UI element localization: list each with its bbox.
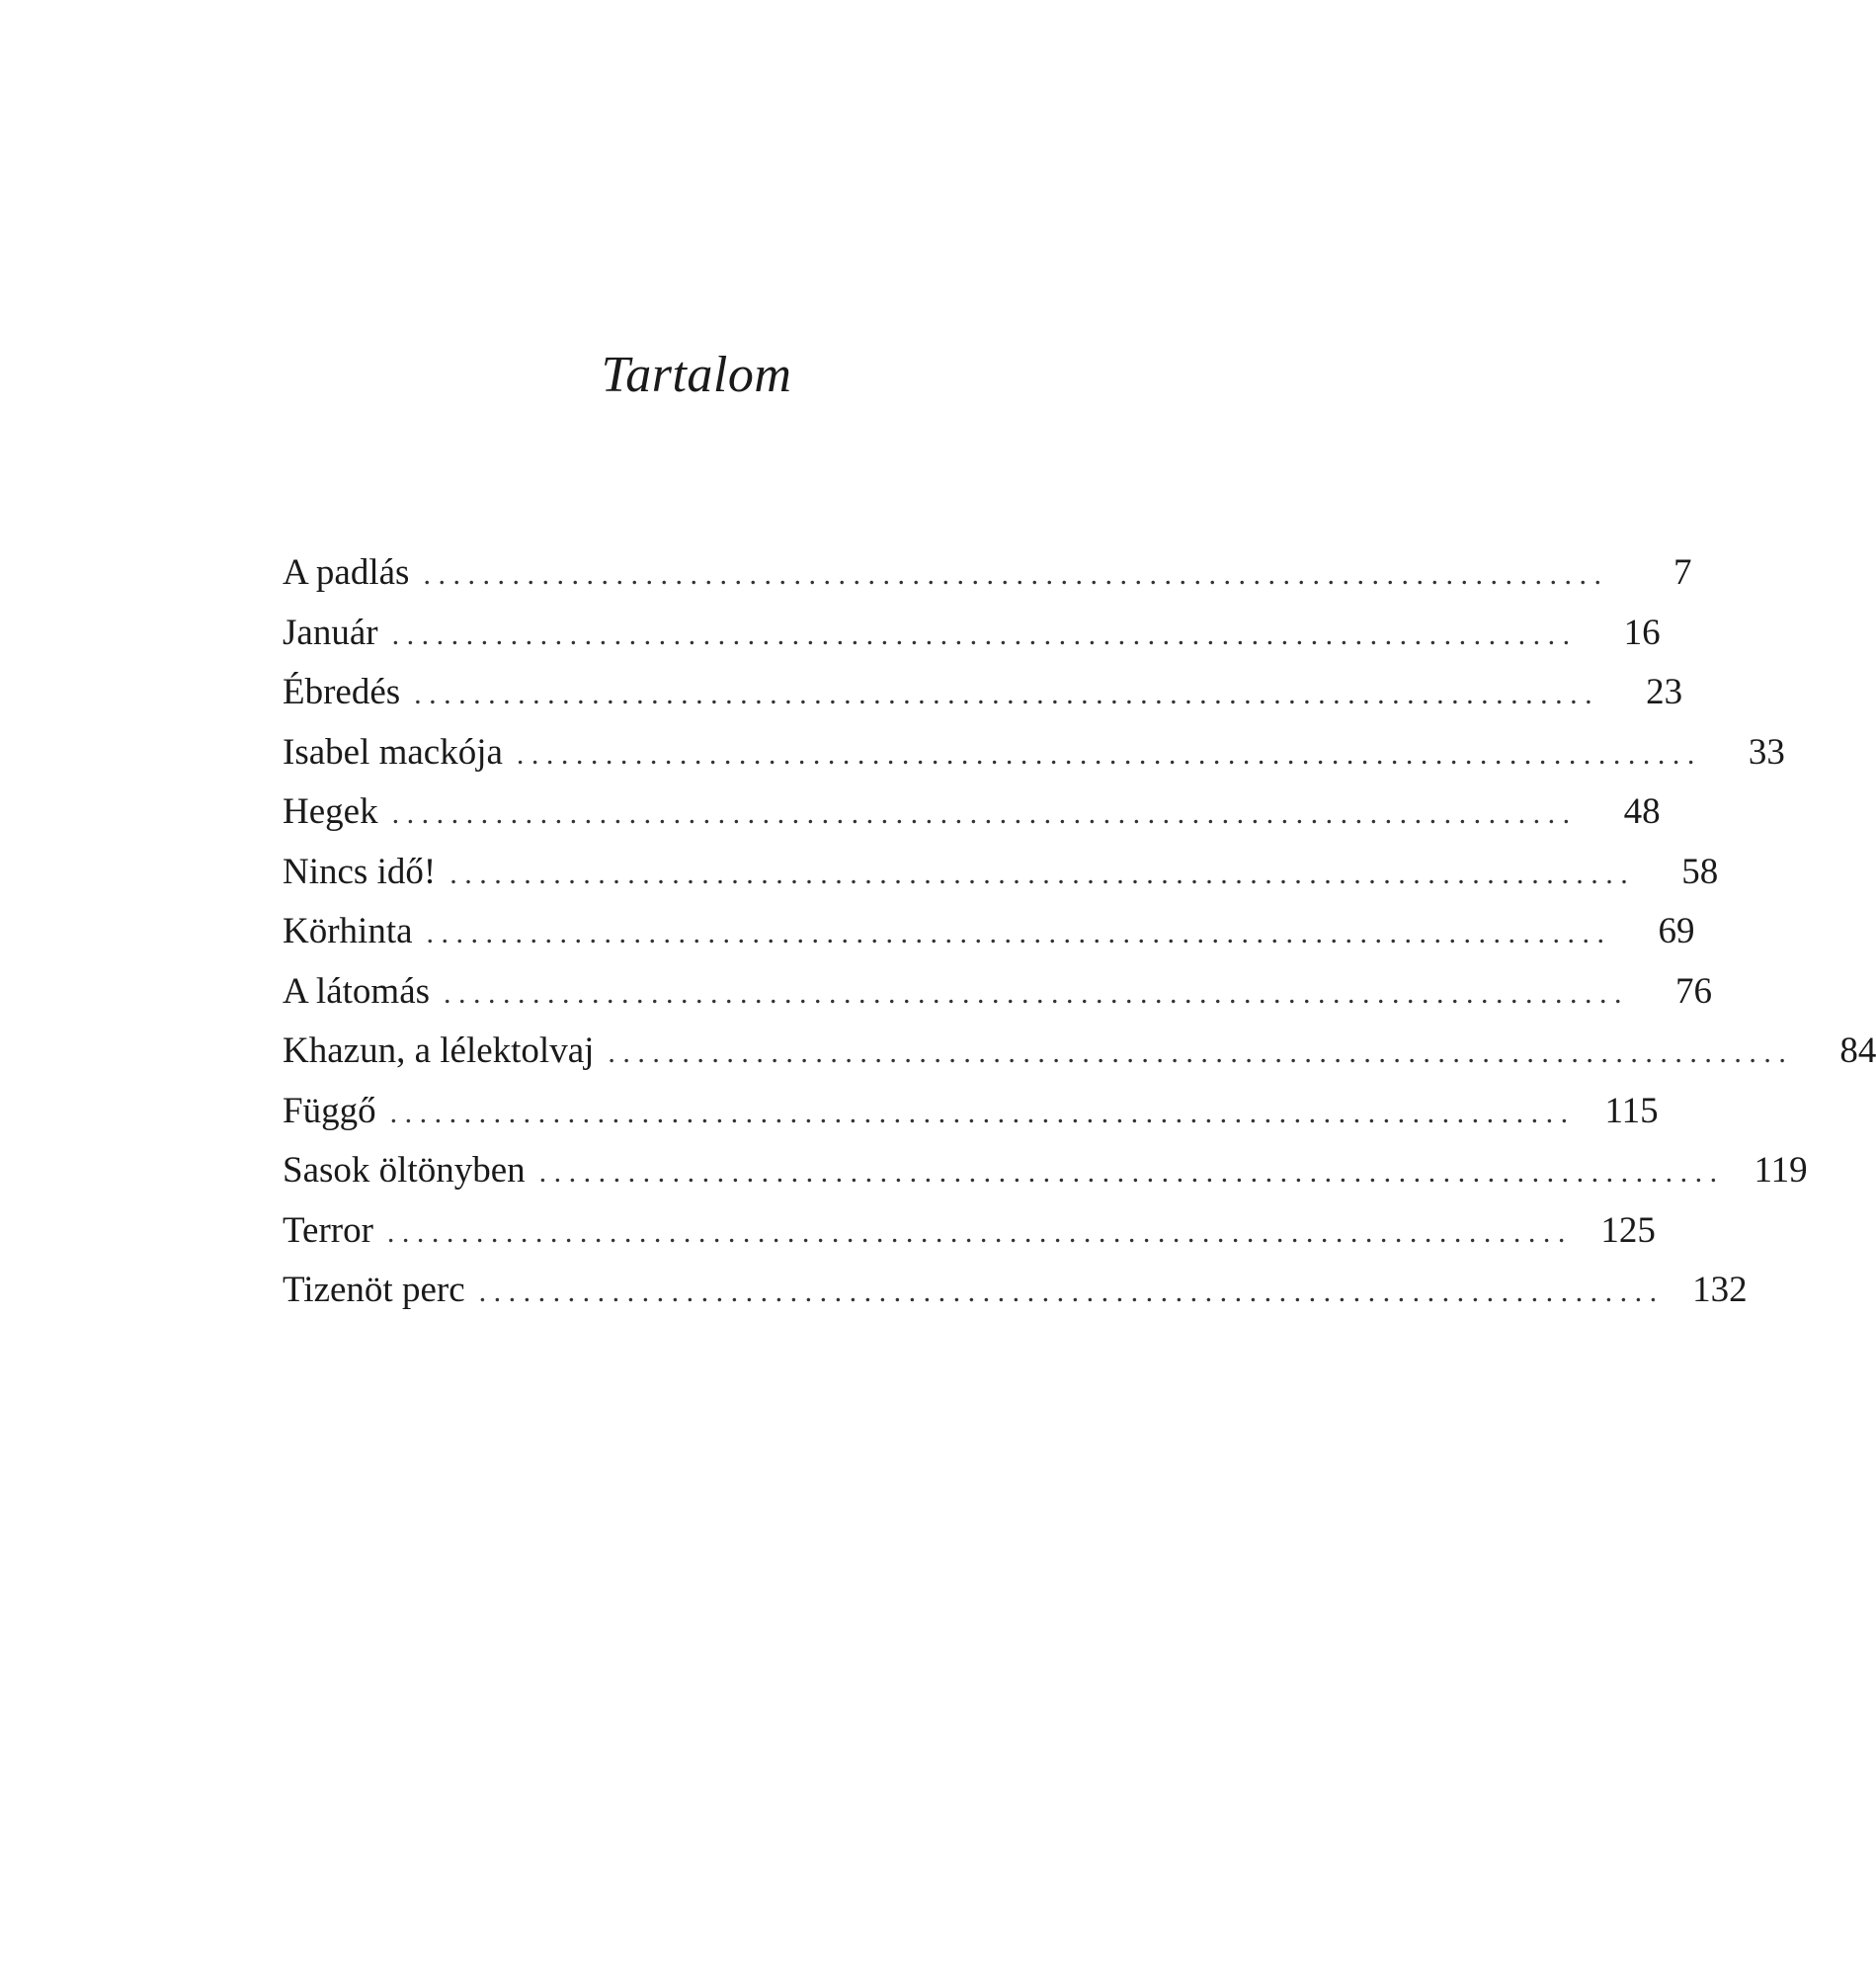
toc-entry-page: 33 [1748,731,1785,773]
dot-leader: ................................................................................ [389,1096,1576,1129]
toc-entry-page: 119 [1754,1150,1808,1191]
toc-entry[interactable] [283,1201,1656,1262]
toc-entry-page: 84 [1839,1030,1876,1071]
dot-leader: ................................................................................ [516,737,1702,771]
toc-entry-page: 76 [1675,970,1713,1012]
toc-entry[interactable] [283,962,1713,1023]
toc-entry[interactable] [283,723,1785,783]
toc-entry-page: 115 [1604,1090,1659,1131]
toc-entry-page: 69 [1658,911,1695,951]
dot-leader: ................................................................................ [538,1156,1725,1189]
toc-entry-title: A látomás [283,970,431,1012]
dot-leader: ................................................................................ [608,1036,1794,1069]
toc-entry-title: Ébredés [283,672,401,712]
toc-entry-page: 132 [1692,1270,1748,1310]
dot-leader: ................................................................................ [386,1215,1573,1249]
toc-entry-title: Khazun, a lélektolvaj [283,1030,595,1071]
dot-leader: ................................................................................ [391,797,1578,830]
toc-entry[interactable] [283,1261,1748,1321]
toc-entry-title: Tizenöt perc [283,1270,465,1310]
toc-entry-title: A padlás [283,552,410,593]
dot-leader: ................................................................................ [391,618,1578,651]
toc-entry-title: Hegek [283,791,378,832]
toc-entry-title: Isabel mackója [283,731,503,773]
toc-entry-page: 48 [1623,791,1661,832]
toc-entry[interactable] [283,902,1695,962]
toc-entry[interactable] [283,1141,1808,1201]
dot-leader: ................................................................................ [426,917,1612,949]
toc-entry-title: Sasok öltönyben [283,1150,526,1191]
dot-leader: ................................................................................ [444,976,1630,1010]
toc-entry-title: Körhinta [283,911,413,951]
toc-entry[interactable] [283,543,1692,604]
toc-entry-page: 16 [1623,612,1661,653]
table-of-contents [283,543,1876,1321]
toc-entry-title: Nincs idő! [283,851,437,892]
toc-entry[interactable] [283,1022,1876,1082]
toc-entry-page: 7 [1672,552,1692,593]
toc-entry[interactable] [283,604,1661,664]
toc-entry-page: 23 [1646,672,1683,712]
toc-entry-title: Terror [283,1209,373,1251]
toc-entry[interactable] [283,843,1719,903]
dot-leader: ................................................................................ [449,857,1636,890]
toc-entry-page: 125 [1600,1209,1656,1251]
dot-leader: ................................................................................ [414,678,1600,710]
toc-entry-title: Függő [283,1090,376,1131]
dot-leader: ................................................................................ [478,1276,1665,1308]
toc-entry[interactable] [283,663,1683,723]
dot-leader: ................................................................................ [423,558,1609,591]
toc-entry[interactable] [283,1082,1659,1142]
toc-entry[interactable] [283,782,1661,843]
toc-entry-page: 58 [1681,851,1719,892]
page-title: Tartalom [601,347,792,403]
toc-entry-title: Január [283,612,378,653]
